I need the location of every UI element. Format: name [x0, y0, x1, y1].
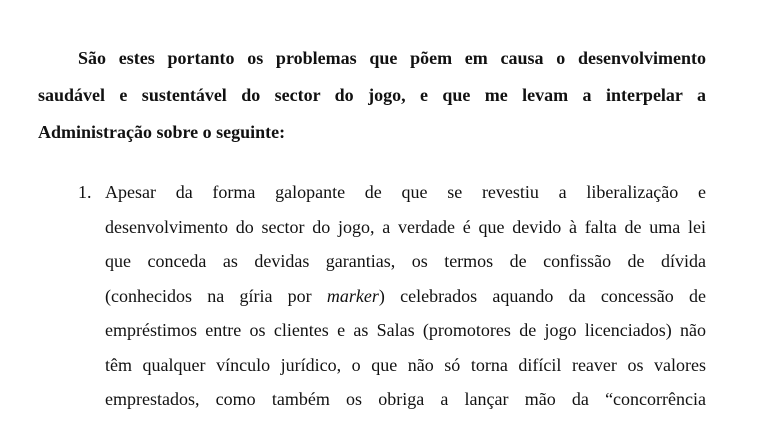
list-item-line: empréstimos entre os clientes e as Salas (promotores de jogo licenciados) não: [105, 320, 706, 340]
intro-line: saudável e sustentável do sector do jogo, e que me levam a interpelar a: [38, 85, 706, 105]
italic-term: marker: [326, 285, 379, 306]
intro-paragraph: [38, 40, 706, 151]
list-item-line: [105, 279, 706, 314]
intro-line: Administração sobre o seguinte:: [38, 122, 286, 142]
text-segment: ) celebrados aquando da concessão de: [378, 285, 707, 306]
list-item-line: que conceda as devidas garantias, os termos de confissão de dívida: [105, 251, 706, 271]
list-item-line: têm qualquer vínculo jurídico, o que não só torna difícil reaver os valores: [105, 354, 706, 375]
list-item-body: [105, 175, 706, 417]
list-item-line: Apesar da forma galopante de que se revestiu a liberalização e: [105, 182, 706, 202]
text-segment: (conhecidos na gíria por: [105, 285, 327, 306]
list-number: 1.: [78, 182, 92, 202]
intro-line: São estes portanto os problemas que põem em causa o desenvolvimento: [78, 48, 706, 68]
list-item-line: desenvolvimento do sector do jogo, a verdade é que devido à falta de uma lei: [105, 216, 706, 237]
list-item-line: emprestados, como também os obriga a lançar mão da “concorrência: [105, 389, 706, 409]
